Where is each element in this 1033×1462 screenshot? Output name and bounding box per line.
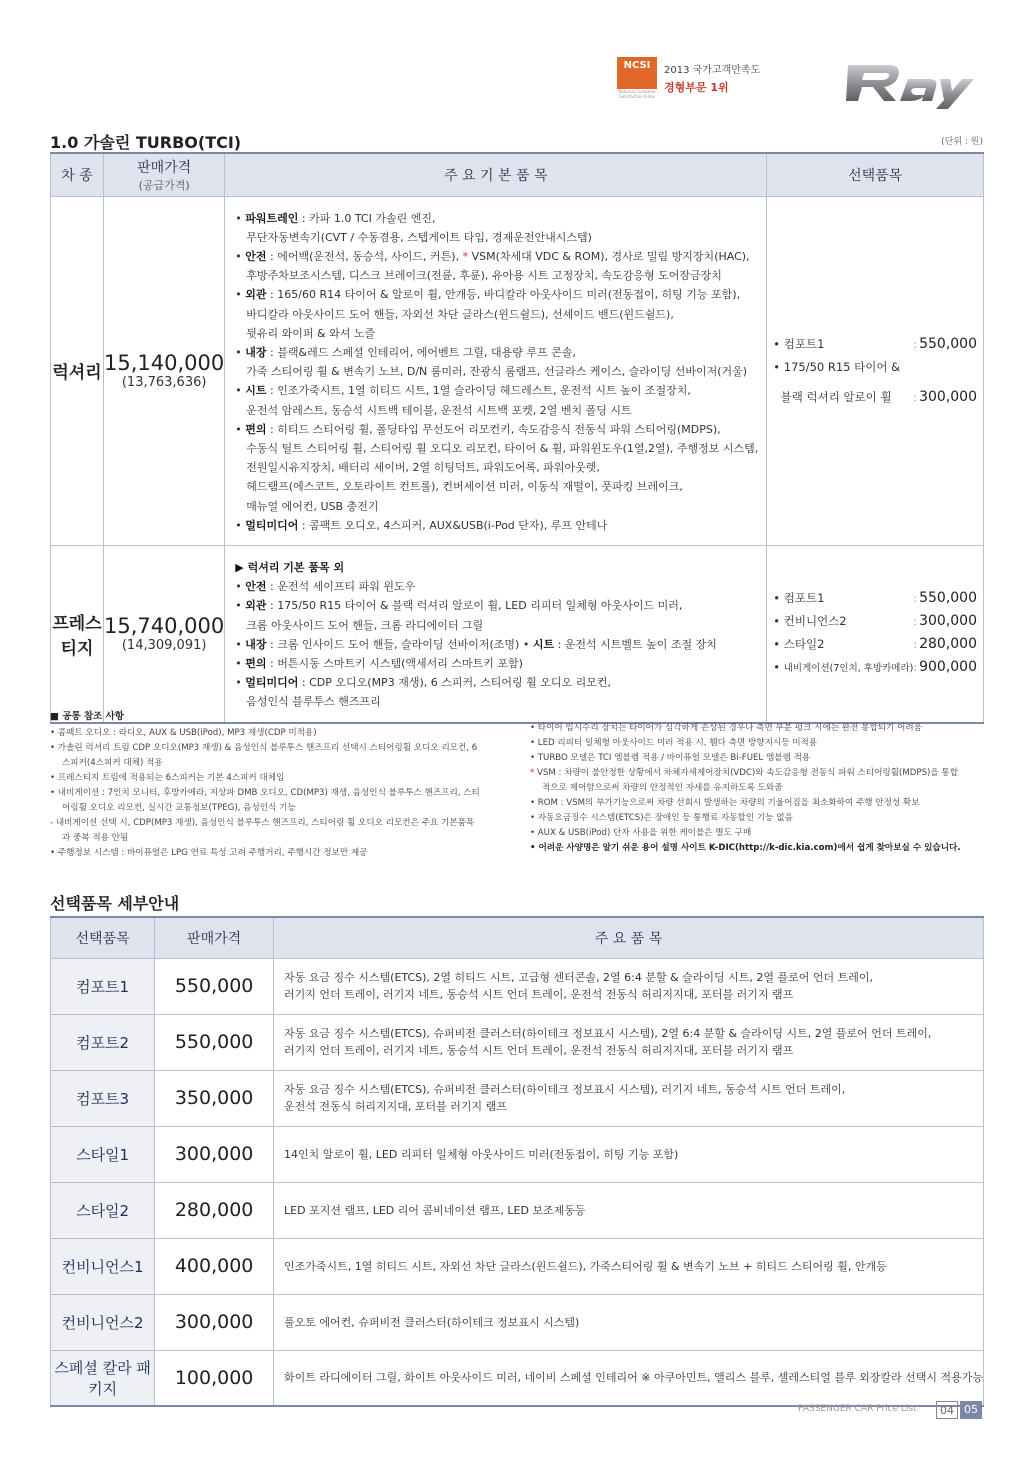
retail-price: 15,740,000 [104, 614, 225, 639]
option-price: 300,000 [155, 1126, 274, 1182]
item-line [235, 305, 758, 324]
ncsi-logo: NCSI National Customer Satisfaction Index [617, 57, 657, 95]
option-row [51, 958, 984, 1014]
section2-title: 선택품목 세부안내 [50, 894, 180, 913]
note-line: • 자동요금징수 시스템(ETCS)은 장애인 등 통행료 자동할인 기능 없음 [530, 813, 793, 823]
option-price: 550,000 [155, 958, 274, 1014]
trim-price [104, 196, 225, 545]
option-bullet: • 175/50 R15 타이어 & [773, 359, 901, 374]
item-category: 내장 [245, 345, 267, 359]
option-row [51, 1294, 984, 1350]
option-bullet: • 컴포트1 [773, 591, 825, 606]
option-name: 스타일1 [51, 1126, 155, 1182]
item-category: 안전 [245, 249, 267, 263]
option-table-header [51, 917, 984, 958]
trim-row [51, 545, 984, 722]
item-mark: * [462, 249, 469, 263]
item-text: 뒷유리 와이퍼 & 와셔 노즐 [246, 326, 376, 340]
item-line: • 안전 : 운전석 세이프티 파워 윈도우 [235, 580, 416, 594]
item-line: • 안전 : 에어백(운전석, 동승석, 사이드, 커튼), * VSM(차세대 VDC & ROM), 경사로 밀림 방지장치(HAC), [235, 249, 750, 263]
note-line [530, 766, 984, 781]
item-line [235, 324, 758, 343]
trim-table-header [51, 153, 984, 196]
option-price: 280,000 [155, 1182, 274, 1238]
item-text: 무단자동변속기(CVT / 수동겸용, 스텝게이트 타입, 경제운전안내시스템) [246, 230, 592, 244]
ray-brand-logo [842, 57, 982, 113]
item-text: : 히티드 스티어링 휠, 폴딩타입 무선도어 리모컨키, 속도감응식 전동식 파워 스티어링(MDPS), [266, 422, 721, 436]
note-line: 적으로 제어함으로써 차량의 안정적인 자세를 유지하도록 도와줌 [542, 783, 783, 793]
option-bullet: • 내비게이션(7인치, 후방카메라) [773, 660, 914, 675]
item-category: 편의 [245, 656, 267, 670]
item-text: : 운전석 세이프티 파워 윈도우 [266, 580, 416, 594]
item-line: • 내장 : 크롬 인사이드 도어 핸들, 슬라이딩 선바이저(조명) • 시트 : 운전석 시트벨트 높이 조절 장치 [235, 637, 717, 651]
option-desc-line: 러기지 언더 트레이, 러기지 네트, 동승석 시트 언더 트레이, 운전석 전동식 허리지지대, 포터블 러기지 램프 [284, 1044, 794, 1057]
note-line: 과 중복 적용 안됨 [62, 833, 129, 843]
common-notes-title: ■ 공통 참조 사항 [50, 711, 124, 722]
award-rank-text: 경형부문 1위 [664, 81, 729, 94]
option-name: 블랙 럭셔리 알로이 휠 [780, 389, 892, 404]
header-items: 주 요 기 본 품 목 [225, 153, 767, 196]
available-options [767, 545, 984, 722]
note-line: • 내비게이션 : 7인치 모니터, 후방카메라, 지상파 DMB 오디오, CD(MP3) 재생, 음성인식 블루투스 핸즈프리, 스티 [50, 788, 480, 798]
header-trim: 차 종 [51, 153, 104, 196]
item-category: 외관 [245, 288, 267, 302]
item-text: : CDP 오디오(MP3 재생), 6 스피커, 스티어링 휠 오디오 리모컨, [298, 676, 611, 690]
ncsi-logo-subtitle: National Customer Satisfaction Index [618, 89, 656, 99]
option-row [51, 1182, 984, 1238]
item-category: 편의 [245, 422, 267, 436]
standard-items [225, 545, 767, 722]
option-description [274, 1182, 984, 1238]
option-price: 300,000 [155, 1294, 274, 1350]
option-row [51, 1014, 984, 1070]
footer-label: PASSENGER CAR Price List [798, 1404, 917, 1414]
note-mark: * [530, 768, 538, 778]
item-line [235, 477, 758, 496]
option-name: 스타일2 [51, 1182, 155, 1238]
item-text: 후방주차보조시스템, 디스크 브레이크(전륜, 후륜), 유아용 시트 고정장치, 속도감응형 도어잠금장치 [246, 269, 722, 283]
option-desc-line: 운전석 전동식 허리지지대, 포터블 러기지 램프 [284, 1100, 507, 1113]
option-price: : 550,000 [913, 333, 977, 356]
page-number-left: 04 [936, 1401, 958, 1419]
option-price: 400,000 [155, 1238, 274, 1294]
option-name: 컴포트2 [51, 1014, 155, 1070]
trim-price [104, 545, 225, 722]
item-text: : 165/60 R14 타이어 & 알로이 휠, 안개등, 바디칼라 아웃사이드 미러(전동접이, 히팅 기능 포함), [266, 288, 741, 302]
note-line: • TURBO 모델은 TCI 엠블렘 적용 / 바이퓨얼 모델은 Bi-FUEL 엠블렘 적용 [530, 753, 811, 763]
option-line [773, 386, 977, 409]
item-text: 가죽 스티어링 휠 & 변속기 노브, D/N 룸미러, 잔광식 룸램프, 선글라스 케이스, 슬라이딩 선바이저(거울) [246, 365, 748, 379]
option-desc-line: LED 포지션 램프, LED 리어 콤비네이션 램프, LED 보조제동등 [284, 1203, 586, 1217]
item-line: • 파워트레인 : 카파 1.0 TCI 가솔린 엔진, [235, 211, 436, 225]
option-price: : 280,000 [913, 633, 977, 656]
header-option-price: 판매가격 [155, 917, 274, 958]
option-bullet: • 컨비니언스2 [773, 614, 847, 629]
option-name: 스타일2 [783, 637, 825, 652]
item-category: 시트 [532, 637, 555, 651]
header-price: 판매가격 (공급가격) [104, 153, 225, 196]
item-line [235, 266, 758, 285]
retail-price: 15,140,000 [104, 351, 225, 376]
note-line: 스피커(4스피커 대체) 적용 [62, 758, 163, 768]
trim-price-table [50, 152, 984, 724]
option-row [51, 1070, 984, 1126]
award-year-text: 2013 국가고객만족도 [664, 65, 761, 76]
option-description [274, 1126, 984, 1182]
supply-price: (14,309,091) [121, 638, 207, 654]
item-line: • 편의 : 히티드 스티어링 휠, 폴딩타입 무선도어 리모컨키, 속도감응식 전동식 파워 스티어링(MDPS), [235, 422, 721, 436]
note-line: - 내비게이션 선택 시, CDP(MP3 재생), 음성인식 블루투스 핸즈프리, 스티어링 휠 오디오 리모컨은 주요 기본품목 [50, 818, 475, 828]
item-category: 안전 [245, 580, 267, 594]
item-category: 멀티미디어 [245, 676, 299, 690]
trim-name: 럭셔리 [51, 196, 104, 545]
item-text: 수동식 틸트 스티어링 휠, 스티어링 휠 오디오 리모컨, 타이어 & 휠, 파워윈도우(1열,2열), 주행정보 시스템, [246, 441, 759, 455]
item-heading: ▶ 럭셔리 기본 품목 외 [235, 560, 345, 574]
item-line: • 시트 : 인조가죽시트, 1열 히티드 시트, 1열 슬라이딩 헤드레스트, 운전석 시트 높이 조절장치, [235, 384, 691, 398]
option-name: 175/50 R15 타이어 & [783, 359, 901, 374]
item-text: : 블랙&레드 스페셜 인테리어, 에어벤트 그릴, 대용량 루프 콘솔, [266, 345, 576, 359]
option-name: 컨비니언스2 [51, 1294, 155, 1350]
option-desc-line: 자동 요금 징수 시스템(ETCS), 슈퍼비전 클러스터(하이테크 정보표시 시스템), 2열 6:4 분할 & 슬라이딩 시트, 2열 플로어 언더 트레이, [284, 1027, 932, 1040]
header-option-desc: 주 요 품 목 [274, 917, 984, 958]
item-text: : 인조가죽시트, 1열 히티드 시트, 1열 슬라이딩 헤드레스트, 운전석 시트 높이 조절장치, [266, 384, 691, 398]
option-price: 550,000 [155, 1014, 274, 1070]
option-description [274, 1294, 984, 1350]
item-text: : 버튼시동 스마트키 시스템(액세서리 스마트키 포함) [266, 656, 523, 670]
item-text: : 175/50 R15 타이어 & 블랙 럭셔리 알로이 휠, LED 리피터 일체형 아웃사이드 미러, [266, 599, 683, 613]
item-text: : 에어백(운전석, 동승석, 사이드, 커튼), [266, 249, 463, 263]
option-description [274, 1350, 984, 1406]
option-description [274, 958, 984, 1014]
note-text: VSM : 차량이 불안정한 상황에서 차체자세제어장치(VDC)와 속도감응형 전동식 파워 스티어링휠(MDPS)을 통합 [537, 768, 959, 778]
option-desc-line: 자동 요금 징수 시스템(ETCS), 2열 히티드 시트, 고급형 센터콘솔, 2열 6:4 분할 & 슬라이딩 시트, 2열 플로어 언더 트레이, [284, 971, 874, 984]
item-line: • 편의 : 버튼시동 스마트키 시스템(액세서리 스마트키 포함) [235, 656, 523, 670]
item-text: 매뉴얼 에어컨, USB 충전기 [246, 499, 379, 513]
item-line [235, 458, 758, 477]
item-line: • 외관 : 175/50 R15 타이어 & 블랙 럭셔리 알로이 휠, LED 리피터 일체형 아웃사이드 미러, [235, 599, 683, 613]
item-line: • 내장 : 블랙&레드 스페셜 인테리어, 에어벤트 그릴, 대용량 루프 콘솔, [235, 345, 576, 359]
item-text: : 크롬 인사이드 도어 핸들, 슬라이딩 선바이저(조명) • [266, 637, 533, 651]
item-text: 전원일시유지장치, 배터리 세이버, 2열 히팅덕트, 파워도어록, 파워아웃렛, [246, 461, 600, 475]
item-text: 헤드램프(에스코트, 오토라이트 컨트롤), 컨버세이션 미러, 이동식 재떨이, 풋파킹 브레이크, [246, 480, 683, 494]
supply-price: (13,763,636) [121, 375, 207, 391]
option-name: 내비게이션(7인치, 후방카메라) [783, 663, 914, 675]
option-name: 컴포트1 [783, 336, 825, 351]
option-name: 컴포트3 [51, 1070, 155, 1126]
note-line: 어링휠 오디오 리모컨, 실시간 교통정보(TPEG), 음성인식 기능 [62, 803, 296, 813]
option-detail-table [50, 916, 984, 1407]
item-text: : 카파 1.0 TCI 가솔린 엔진, [298, 211, 436, 225]
item-line [235, 228, 758, 247]
option-description [274, 1070, 984, 1126]
item-text: : 운전석 시트벨트 높이 조절 장치 [554, 637, 717, 651]
item-category: 파워트레인 [245, 211, 299, 225]
item-line: • 외관 : 165/60 R14 타이어 & 알로이 휠, 안개등, 바디칼라 아웃사이드 미러(전동접이, 히팅 기능 포함), [235, 288, 741, 302]
option-line [773, 610, 977, 633]
item-line [235, 401, 758, 420]
note-line: • 가솔린 럭셔리 트림 CDP 오디오(MP3 재생) & 음성인식 블루투스 핸즈프리 선택시 스티어링휠 오디오 리모컨, 6 [50, 743, 478, 753]
common-notes-right [530, 721, 984, 856]
option-row [51, 1126, 984, 1182]
option-desc-line: 14인치 알로이 휠, LED 리피터 일체형 아웃사이드 미러(전동접이, 히팅 기능 포함) [284, 1147, 679, 1161]
option-desc-line: 러기지 언더 트레이, 러기지 네트, 동승석 시트 언더 트레이, 운전석 전동식 허리지지대, 포터블 러기지 램프 [284, 988, 794, 1001]
header-option-name: 선택품목 [51, 917, 155, 958]
option-desc-line: 풀오토 에어컨, 슈퍼비전 클러스터(하이테크 정보표시 시스템) [284, 1315, 580, 1329]
item-line [235, 692, 758, 711]
note-line: • AUX & USB(iPod) 단자 사용을 위한 케이블은 별도 구매 [530, 828, 752, 838]
option-row [51, 1238, 984, 1294]
available-options [767, 196, 984, 545]
option-line [773, 587, 977, 610]
item-text: 크롬 아웃사이드 도어 핸들, 크롬 라디에이터 그릴 [246, 618, 484, 632]
note-line: • 주행정보 시스템 : 바이퓨얼은 LPG 연료 특성 고려 주행거리, 주행시간 정보만 제공 [50, 848, 368, 858]
option-description [274, 1014, 984, 1070]
page-number-right: 05 [960, 1401, 982, 1419]
item-text: : 콤팩트 오디오, 4스피커, AUX&USB(i-Pod 단자), 루프 안테나 [298, 518, 608, 532]
item-line [235, 558, 758, 577]
option-description [274, 1238, 984, 1294]
note-line: • LED 리피터 일체형 아웃사이드 미러 적용 시, 휀다 측면 방향지시등 미적용 [530, 738, 818, 748]
option-price: : 300,000 [913, 610, 977, 633]
option-name: 컴포트1 [783, 591, 825, 606]
option-name: 컨비니언스1 [51, 1238, 155, 1294]
option-name: 스페셜 칼라 패키지 [51, 1350, 155, 1406]
item-text: 운전석 암레스트, 동승석 시트백 테이블, 운전석 시트백 포켓, 2열 벤치 폴딩 시트 [246, 403, 632, 417]
item-category: 멀티미디어 [245, 518, 299, 532]
unit-label: (단위 : 원) [941, 137, 983, 147]
option-price: : 300,000 [913, 386, 977, 409]
item-category: 외관 [245, 599, 267, 613]
section1-title: 1.0 가솔린 TURBO(TCI) [50, 133, 242, 152]
option-name: 컴포트1 [51, 958, 155, 1014]
option-desc-line: 인조가죽시트, 1열 히티드 시트, 자외선 차단 글라스(윈드쉴드), 가죽스티어링 휠 & 변속기 노브 + 히티드 스티어링 휠, 안개등 [284, 1259, 887, 1273]
note-line: • 타이어 임시수리 장치는 타이어가 심각하게 손상된 경우나 측면 부분 펑크 시에는 완전 봉합되기 어려움 [530, 723, 922, 733]
page-header [0, 0, 1033, 120]
item-category: 시트 [245, 384, 267, 398]
note-line: • 어려운 사양명은 알기 쉬운 용어 설명 사이트 K-DIC(http://k-dic.kia.com)에서 쉽게 찾아보실 수 있습니다. [530, 843, 961, 853]
item-line [235, 497, 758, 516]
trim-row [51, 196, 984, 545]
option-bullet [773, 386, 891, 408]
note-line: • 프레스티지 트림에 적용되는 6스피커는 기본 4스피커 대체임 [50, 773, 285, 783]
item-line: • 멀티미디어 : CDP 오디오(MP3 재생), 6 스피커, 스티어링 휠 오디오 리모컨, [235, 676, 611, 690]
option-line [773, 656, 977, 680]
option-price: : 900,000 [913, 656, 977, 679]
trim-name: 프레스티지 [51, 545, 104, 722]
item-line: • 멀티미디어 : 콤팩트 오디오, 4스피커, AUX&USB(i-Pod 단자), 루프 안테나 [235, 518, 608, 532]
note-line: • ROM : VSM의 부가기능으로써 차량 선회시 발생하는 차량의 기울어짐을 최소화하여 주행 안정성 확보 [530, 798, 920, 808]
item-text: VSM(차세대 VDC & ROM), 경사로 밀림 방지장치(HAC), [468, 249, 750, 263]
option-bullet: • 스타일2 [773, 637, 825, 652]
option-name: 컨비니언스2 [783, 614, 847, 629]
option-price: 350,000 [155, 1070, 274, 1126]
item-line [235, 362, 758, 381]
item-text: 음성인식 블루투스 핸즈프리 [246, 695, 381, 709]
header-options: 선택품목 [767, 153, 984, 196]
option-bullet: • 컴포트1 [773, 336, 825, 351]
option-line [773, 633, 977, 656]
item-line [235, 616, 758, 635]
item-category: 내장 [245, 637, 267, 651]
standard-items [225, 196, 767, 545]
common-notes-left [50, 726, 516, 861]
option-price: : 550,000 [913, 587, 977, 610]
item-line [235, 439, 758, 458]
option-desc-line: 화이트 라디에이터 그릴, 화이트 아웃사이드 미러, 네이비 스페셜 인테리어 ※ 아쿠아민트, 앨리스 블루, 셀레스티얼 블루 외장칼라 선택시 적용가능 [284, 1371, 983, 1385]
option-desc-line: 자동 요금 징수 시스템(ETCS), 슈퍼비전 클러스터(하이테크 정보표시 시스템), 러기지 네트, 동승석 시트 언더 트레이, [284, 1083, 846, 1096]
option-line [773, 333, 977, 356]
option-line [773, 356, 977, 378]
note-line: • 콤팩트 오디오 : 라디오, AUX & USB(iPod), MP3 재생(CDP 미적용) [50, 728, 317, 738]
option-price: 100,000 [155, 1350, 274, 1406]
item-text: 바디칼라 아웃사이드 도어 핸들, 자외선 차단 글라스(윈드쉴드), 선셰이드 밴드(윈드쉴드), [246, 307, 674, 321]
option-row [51, 1350, 984, 1406]
